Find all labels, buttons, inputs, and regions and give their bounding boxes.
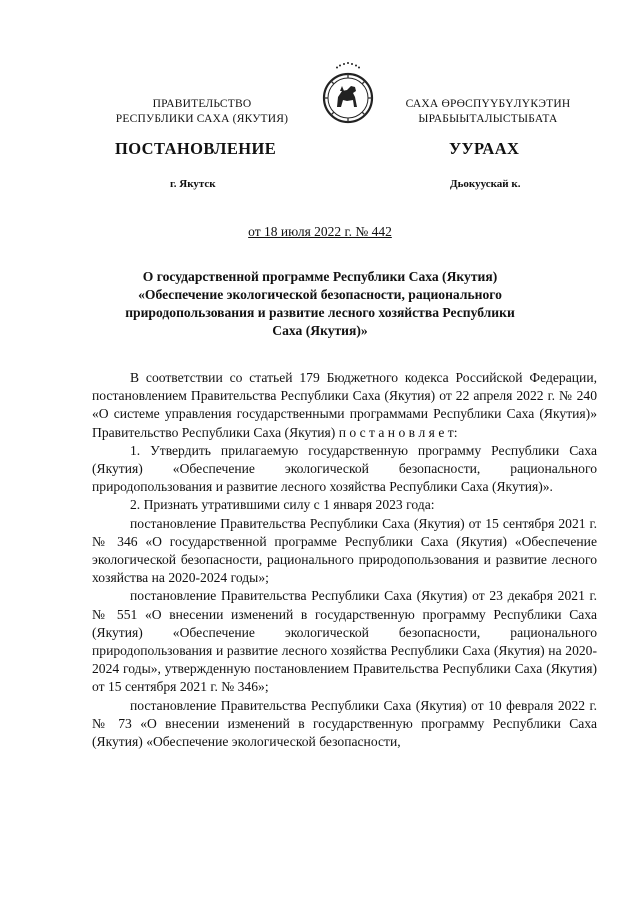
title-line-4: Саха (Якутия)»: [272, 323, 368, 338]
title-line-2: «Обеспечение экологической безопасности, рационального: [138, 287, 502, 302]
paragraph-item-2: 2. Признать утратившими силу с 1 января 2023 года:: [130, 497, 435, 513]
header-right-block: [378, 97, 598, 127]
header-right-line-1: САХА ӨРӨСПҮҮБҮЛҮКЭТИН: [405, 98, 571, 110]
decree-title-russian: ПОСТАНОВЛЕНИЕ: [115, 139, 277, 158]
coat-of-arms-sakha-icon: [322, 60, 374, 132]
document-body: [92, 369, 597, 751]
header-left-line-1: ПРАВИТЕЛЬСТВО: [152, 98, 252, 110]
header-right-line-2: ЫРАБЫЫТАЛЫСТЫБАТА: [418, 113, 558, 125]
title-line-1: О государственной программе Республики Саха (Якутия): [142, 269, 498, 284]
document-title: [100, 268, 540, 340]
header-left-block: [92, 97, 312, 127]
paragraph-repeal-3: постановление Правительства Республики Саха (Якутия) от 10 февраля 2022 г. № 73 «О внесении изменений в государственную программу Республики Саха (Якутия) «Обеспечение экологической безопасности,: [92, 697, 597, 750]
paragraph-preamble: В соответствии со статьей 179 Бюджетного кодекса Российской Федерации, постановлением Правительства Республики Саха (Якутия) от 22 апреля 2022 г. № 240 «О системе управления государственными программами Республики Саха (Якутия)» Правительство Республики Саха (Якутия) п о с т а н о в л я е т:: [92, 370, 597, 440]
title-line-3: природопользования и развитие лесного хозяйства Республики: [125, 305, 515, 320]
city-yakut: Дьокуускай к.: [450, 178, 521, 190]
paragraph-item-1: 1. Утвердить прилагаемую государственную программу Республики Саха (Якутия) «Обеспечение экологической безопасности, рационального природопользования и развитие лесного хозяйства Республики Саха (Якутия)».: [92, 442, 597, 495]
header-left-line-2: РЕСПУБЛИКИ САХА (ЯКУТИЯ): [115, 113, 289, 125]
city-russian: г. Якутск: [170, 178, 216, 190]
decree-date-number: от 18 июля 2022 г. № 442: [248, 224, 392, 239]
paragraph-repeal-2: постановление Правительства Республики Саха (Якутия) от 23 декабря 2021 г. № 551 «О внесении изменений в государственную программу Республики Саха (Якутия) «Обеспечение экологической безопасности, рационального природопользования и развитие лесного хозяйства Республики Саха (Якутия) на 2020-2024 годы», утвержденную постановлением Правительства Республики Саха (Якутия) от 15 сентября 2021 г. № 346»;: [92, 588, 597, 695]
paragraph-repeal-1: постановление Правительства Республики Саха (Якутия) от 15 сентября 2021 г. № 346 «О государственной программе Республики Саха (Якутия) «Обеспечение экологической безопасности, рационального природопользования и развитие лесного хозяйства на 2020-2024 годы»;: [92, 515, 597, 586]
decree-title-yakut: УУРААХ: [449, 139, 520, 158]
